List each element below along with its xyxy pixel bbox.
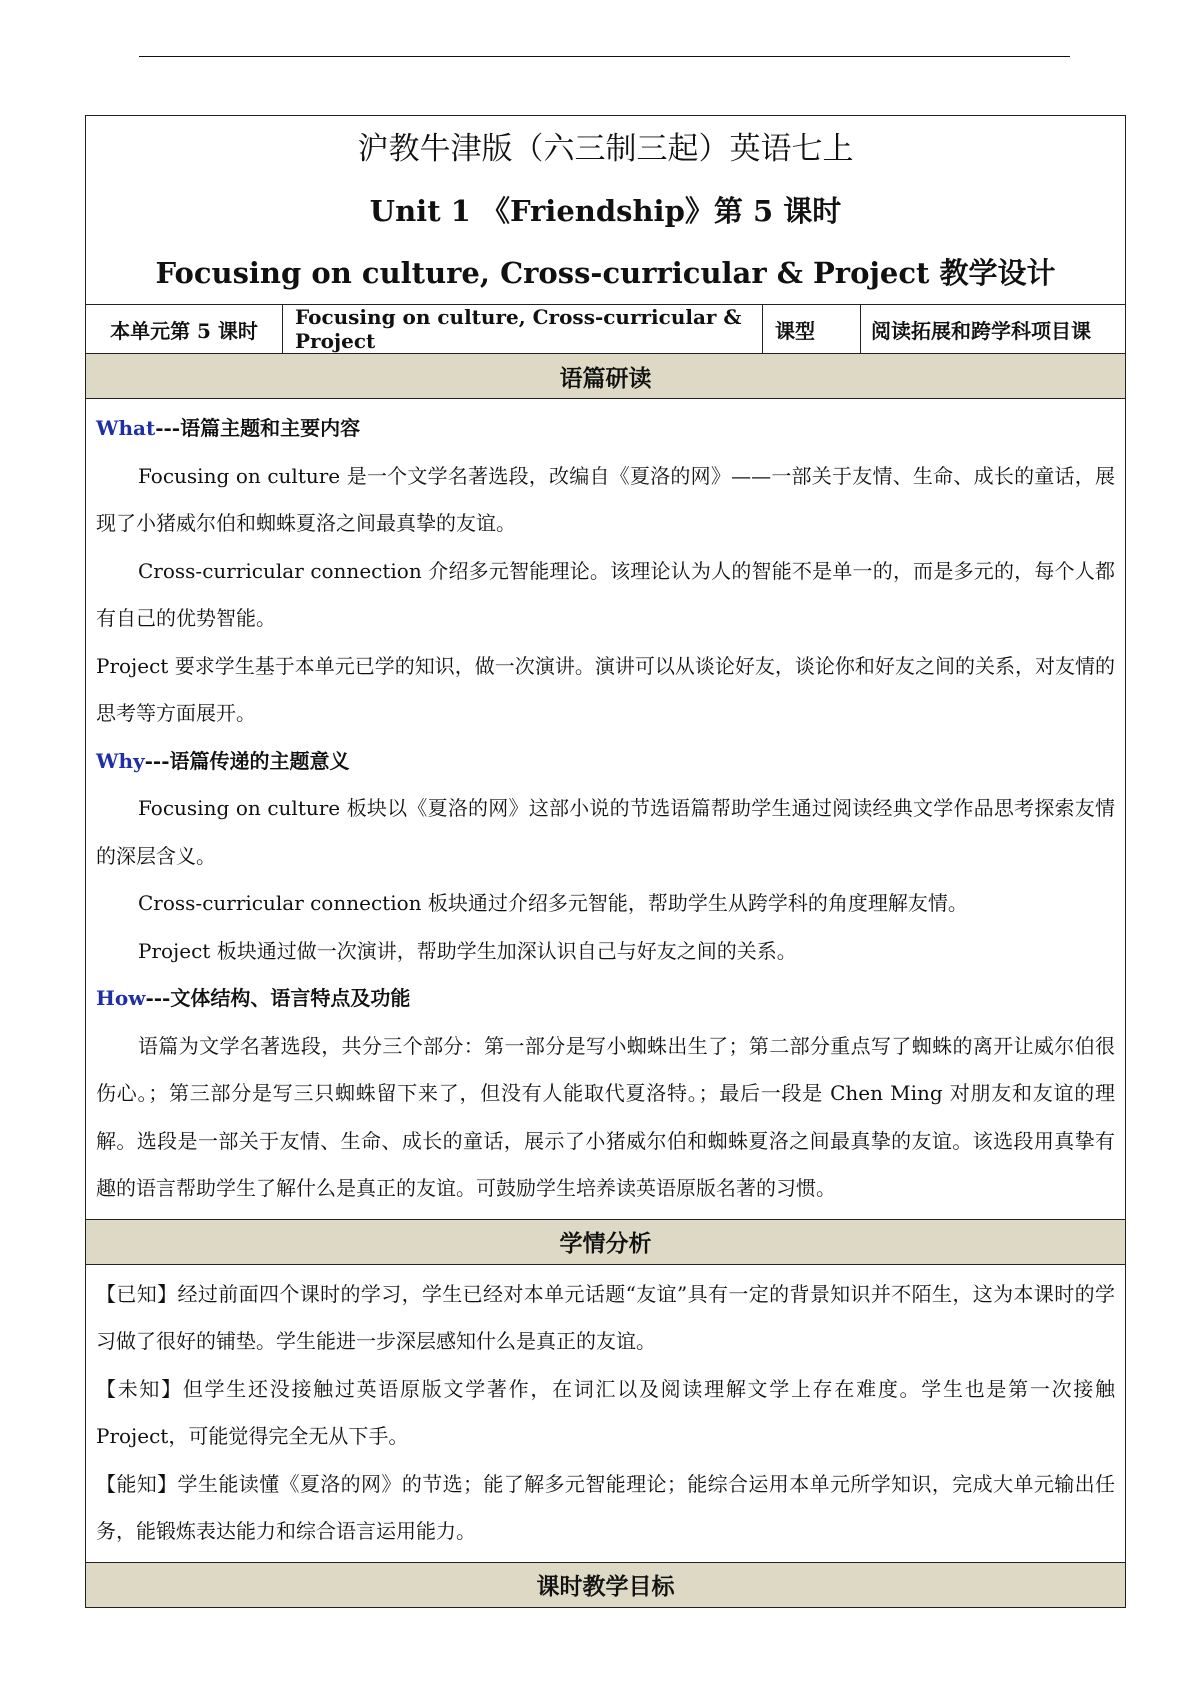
analysis-known: 【已知】经过前面四个课时的学习，学生已经对本单元话题“友谊”具有一定的背景知识并不陌生，这为本课时的学习做了很好的铺垫。学生能进一步深层感知什么是真正的友谊。	[96, 1281, 1116, 1353]
text-study-content	[86, 399, 1126, 1220]
analysis-can-know: 【能知】学生能读懂《夏洛的网》的节选；能了解多元智能理论；能综合运用本单元所学知识，完成大单元输出任务，能锻炼表达能力和综合语言运用能力。	[96, 1471, 1116, 1543]
why-paragraph: Cross-curricular connection 板块通过介绍多元智能，帮助学生从跨学科的角度理解友情。	[138, 891, 968, 915]
analysis-unknown: 【未知】但学生还没接触过英语原版文学著作，在词汇以及阅读理解文学上存在难度。学生也是第一次接触Project，可能觉得完全无从下手。	[96, 1376, 1116, 1448]
why-heading: Why---语篇传递的主题意义	[96, 748, 350, 773]
lesson-name: Focusing on culture, Cross-curricular & Project	[283, 305, 763, 354]
type-value: 阅读拓展和跨学科项目课	[861, 305, 1126, 354]
why-keyword: Why	[96, 748, 145, 773]
section-header-objectives: 课时教学目标	[86, 1562, 1126, 1607]
title-block	[86, 116, 1126, 305]
analysis-content	[86, 1264, 1126, 1562]
lesson-plan-table	[85, 115, 1126, 1608]
what-paragraph: Focusing on culture 是一个文学名著选段，改编自《夏洛的网》——一部关于友情、生命、成长的童话，展现了小猪威尔伯和蜘蛛夏洛之间最真挚的友谊。	[96, 463, 1116, 535]
title-line-3: Focusing on culture, Cross-curricular & Project 教学设计	[155, 256, 1056, 290]
header-rule	[139, 56, 1070, 57]
type-label: 课型	[763, 305, 861, 354]
title-line-2: Unit 1 《Friendship》第 5 课时	[369, 194, 842, 228]
what-heading: What---语篇主题和主要内容	[96, 416, 361, 440]
how-keyword: How	[96, 986, 146, 1010]
why-paragraph: Focusing on culture 板块以《夏洛的网》这部小说的节选语篇帮助学生通过阅读经典文学作品思考探索友情的深层含义。	[96, 796, 1116, 868]
what-paragraph: Project 要求学生基于本单元已学的知识，做一次演讲。演讲可以从谈论好友，谈论你和好友之间的关系，对友情的思考等方面展开。	[96, 653, 1116, 725]
what-keyword: What	[96, 416, 156, 440]
how-heading: How---文体结构、语言特点及功能	[96, 986, 411, 1010]
why-paragraph: Project 板块通过做一次演讲，帮助学生加深认识自己与好友之间的关系。	[138, 938, 797, 963]
what-paragraph: Cross-curricular connection 介绍多元智能理论。该理论认为人的智能不是单一的，而是多元的，每个人都有自己的优势智能。	[96, 558, 1116, 630]
meta-row	[86, 305, 1126, 354]
how-paragraph: 语篇为文学名著选段，共分三个部分：第一部分是写小蜘蛛出生了；第二部分重点写了蜘蛛的离开让威尔伯很伤心。；第三部分是写三只蜘蛛留下来了，但没有人能取代夏洛特。；最后一段是 Chen Ming 对朋友和友谊的理解。选段是一部关于友情、生命、成长的童话，展示了小猪威尔伯和蜘蛛夏洛之间最真挚的友谊。该选段用真挚有趣的语言帮助学生了解什么是真正的友谊。可鼓励学生培养读英语原版名著的习惯。	[96, 1033, 1116, 1200]
section-header-text-study: 语篇研读	[86, 354, 1126, 399]
section-header-analysis: 学情分析	[86, 1219, 1126, 1264]
lesson-label: 本单元第 5 课时	[86, 305, 283, 354]
title-line-1: 沪教牛津版（六三制三起）英语七上	[357, 131, 854, 167]
